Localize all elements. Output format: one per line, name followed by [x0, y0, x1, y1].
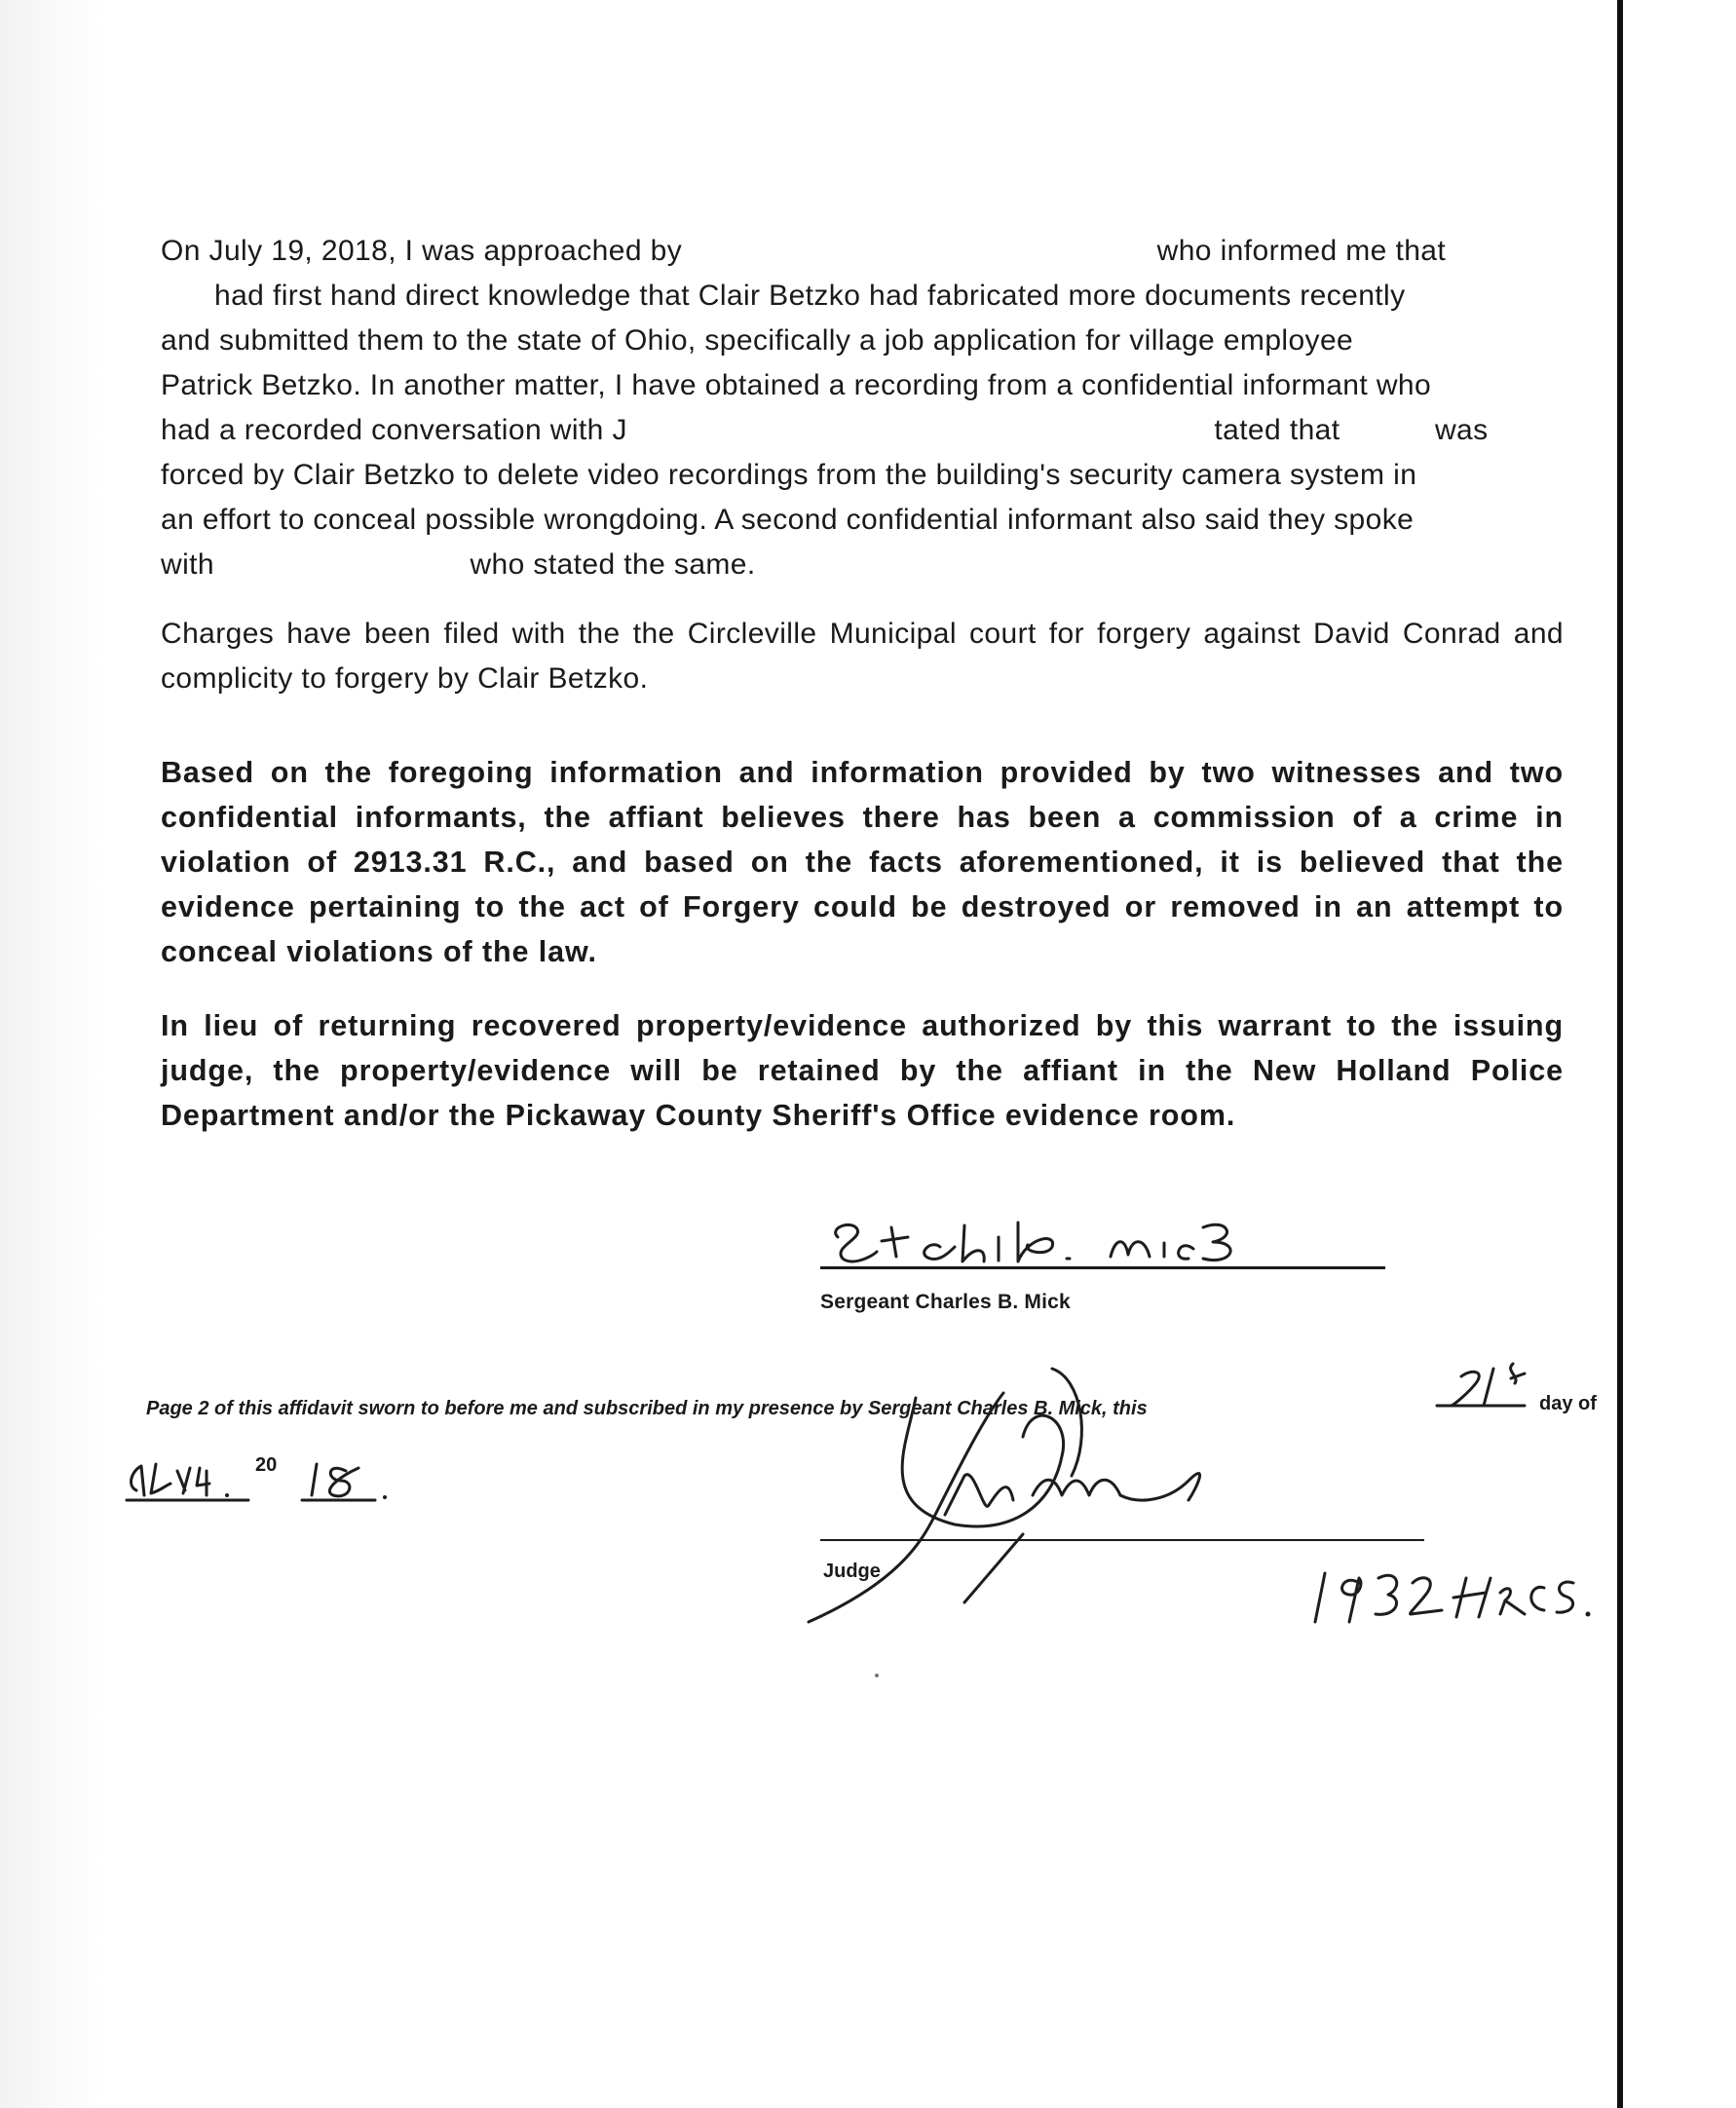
text-fragment: had a recorded conversation with J [161, 414, 627, 446]
judge-label: Judge [823, 1561, 881, 1582]
paragraph-approach [161, 229, 1564, 587]
paragraph-line [161, 408, 1564, 453]
paragraph-line: an effort to conceal possible wrongdoing. A second confidential informant also said they spoke [161, 504, 1415, 536]
affiant-signature-line [820, 1266, 1385, 1269]
jurat-day-handwritten [1427, 1359, 1544, 1417]
paragraph-belief: Based on the foregoing information and information provided by two witnesses and two confidential informants, the affiant believes there has been a commission of a crime in violation of 2913.31 R.C., and based on the facts aforementioned, it is believed that the evidence pertaining to the act of Forgery could be destroyed or removed in an attempt to conceal violations of the law. [161, 756, 1564, 968]
paragraph-line [161, 543, 1564, 587]
jurat-year-prefix: 20 [255, 1454, 278, 1476]
judge-time-handwritten [1305, 1554, 1598, 1632]
page-right-margin [1623, 0, 1736, 2108]
jurat-text: Page 2 of this affidavit sworn to before me and subscribed in my presence by Sergeant Charles B. Mick, this [146, 1398, 1148, 1419]
text-fragment: tated that [1214, 414, 1340, 446]
paragraph-evidence-retention: In lieu of returning recovered property/evidence authorized by this warrant to the issuing judge, the property/evidence will be retained by the affiant in the New Holland Police Department and/or the Pickaway County Sheriff's Office evidence room. [161, 1009, 1564, 1132]
paragraph-line: and submitted them to the state of Ohio, specifically a job application for village employee [161, 324, 1354, 357]
paragraph-line: Patrick Betzko. In another matter, I have obtained a recording from a confidential informant who [161, 369, 1432, 401]
paragraph-line [161, 229, 1564, 274]
text-fragment: was [1434, 414, 1489, 446]
affiant-name: Sergeant Charles B. Mick [820, 1291, 1071, 1313]
text-fragment: who informed me that [1156, 235, 1447, 267]
scan-shadow [0, 0, 102, 2108]
text-fragment: with [161, 548, 214, 581]
scan-speck [875, 1674, 879, 1677]
judge-signature-line [820, 1539, 1424, 1541]
paragraph-line: forced by Clair Betzko to delete video recordings from the building's security camera system in [161, 459, 1417, 491]
text-fragment: On July 19, 2018, I was approached by [161, 235, 683, 267]
jurat-day-suffix: day of [1539, 1393, 1597, 1414]
paragraph-charges: Charges have been filed with the the Circleville Municipal court for forgery against David Conrad and complicity to forgery by Clair Betzko. [161, 618, 1564, 695]
paragraph-line: had first hand direct knowledge that Clair Betzko had fabricated more documents recently [214, 280, 1406, 312]
text-fragment: who stated the same. [470, 548, 756, 581]
